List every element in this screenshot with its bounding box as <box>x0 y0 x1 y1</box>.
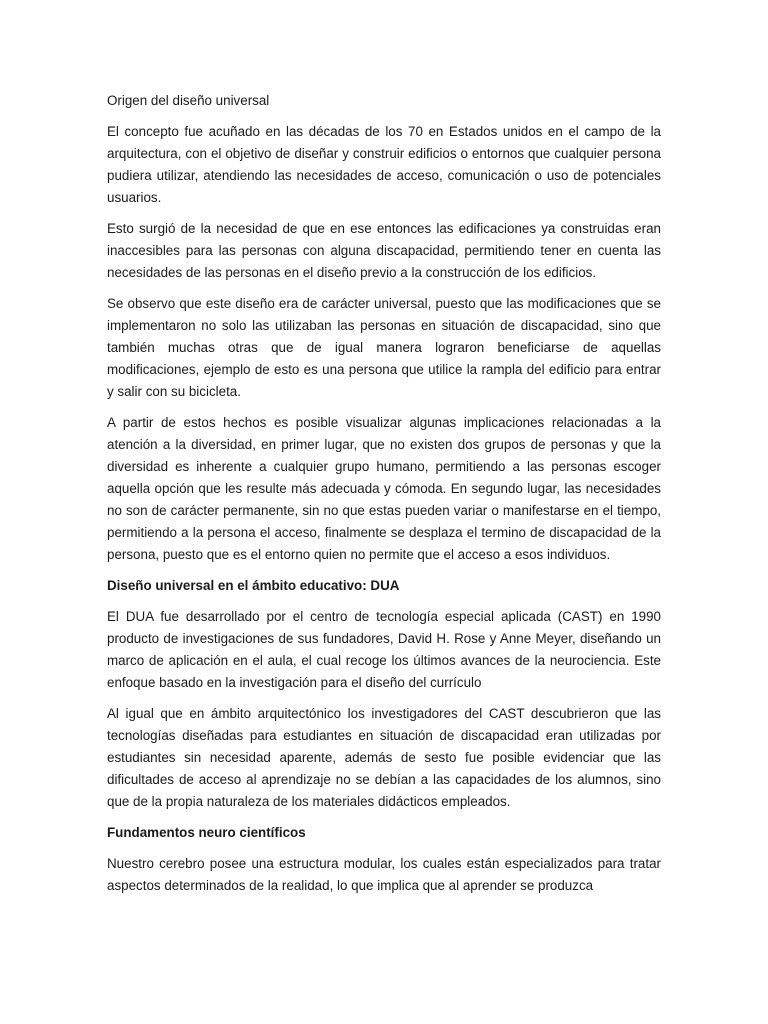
document-page <box>107 90 661 906</box>
paragraph: El DUA fue desarrollado por el centro de tecnología especial aplicada (CAST) en 1990 producto de investigaciones de sus fundadores, David H. Rose y Anne Meyer, diseñando un marco de aplicación en el aula, el cual recoge los últimos avances de la neurociencia. Este enfoque basado en la investigación para el diseño del currículo <box>107 609 661 690</box>
document-title: Origen del diseño universal <box>107 93 270 108</box>
paragraph: Se observo que este diseño era de carácter universal, puesto que las modificaciones que se implementaron no solo las utilizaban las personas en situación de discapacidad, sino que también muchas otras que de igual manera lograron beneficiarse de aquellas modificaciones, ejemplo de esto es una persona que utilice la rampla del edificio para entrar y salir con su bicicleta. <box>107 296 661 399</box>
paragraph: El concepto fue acuñado en las décadas de los 70 en Estados unidos en el campo de la arquitectura, con el objetivo de diseñar y construir edificios o entornos que cualquier persona pudiera utilizar, atendiendo las necesidades de acceso, comunicación o uso de potenciales usuarios. <box>107 124 661 205</box>
paragraph: Esto surgió de la necesidad de que en ese entonces las edificaciones ya construidas eran inaccesibles para las personas con alguna discapacidad, permitiendo tener en cuenta las necesidades de las personas en el diseño previo a la construcción de los edificios. <box>107 221 661 280</box>
section-heading-neuro: Fundamentos neuro científicos <box>107 825 306 840</box>
paragraph: Al igual que en ámbito arquitectónico los investigadores del CAST descubrieron que las tecnologías diseñadas para estudiantes en situación de discapacidad eran utilizadas por estudiantes sin necesidad aparente, además de sesto fue posible evidenciar que las dificultades de acceso al aprendizaje no se debían a las capacidades de los alumnos, sino que de la propia naturaleza de los materiales didácticos empleados. <box>107 706 661 809</box>
section-heading-dua: Diseño universal en el ámbito educativo: DUA <box>107 578 400 593</box>
paragraph: A partir de estos hechos es posible visualizar algunas implicaciones relacionadas a la atención a la diversidad, en primer lugar, que no existen dos grupos de personas y que la diversidad es inherente a cualquier grupo humano, permitiendo a las personas escoger aquella opción que les resulte más adecuada y cómoda. En segundo lugar, las necesidades no son de carácter permanente, sin no que estas pueden variar o manifestarse en el tiempo, permitiendo a la persona el acceso, finalmente se desplaza el termino de discapacidad de la persona, puesto que es el entorno quien no permite que el acceso a esos individuos. <box>107 415 661 562</box>
paragraph: Nuestro cerebro posee una estructura modular, los cuales están especializados para tratar aspectos determinados de la realidad, lo que implica que al aprender se produzca <box>107 856 661 893</box>
